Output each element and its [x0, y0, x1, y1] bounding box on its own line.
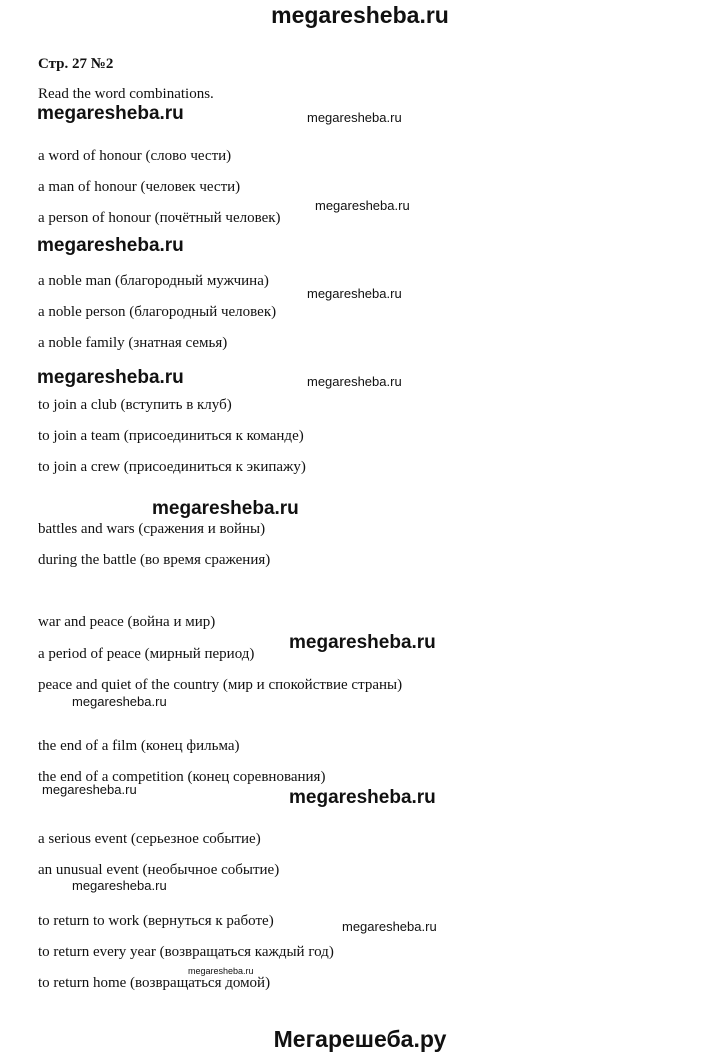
phrase-line: to return to work (вернуться к работе)	[38, 913, 274, 929]
phrase-line: the end of a competition (конец соревнования)	[38, 769, 326, 785]
watermark: megaresheba.ru	[342, 919, 437, 934]
phrase-line: during the battle (во время сражения)	[38, 552, 271, 568]
watermark: megaresheba.ru	[307, 110, 402, 125]
phrase-line: a noble person (благородный человек)	[38, 304, 277, 320]
site-header: megaresheba.ru	[271, 2, 449, 28]
phrase-line: a serious event (серьезное событие)	[38, 831, 261, 847]
instruction: Read the word combinations.	[38, 86, 214, 102]
phrase-line: a man of honour (человек чести)	[38, 179, 241, 195]
phrase-line: to join a crew (присоединиться к экипажу)	[38, 459, 306, 475]
phrase-line: peace and quiet of the country (мир и спокойствие страны)	[38, 677, 403, 693]
watermark: megaresheba.ru	[37, 235, 184, 256]
phrase-line: to return every year (возвращаться каждый год)	[38, 944, 334, 960]
watermark: megaresheba.ru	[152, 498, 299, 519]
phrase-line: a word of honour (слово чести)	[38, 148, 232, 164]
phrase-line: the end of a film (конец фильма)	[38, 738, 240, 754]
phrase-line: a period of peace (мирный период)	[38, 646, 255, 662]
watermark: megaresheba.ru	[42, 782, 137, 797]
watermark: megaresheba.ru	[72, 878, 167, 893]
page-heading: Стр. 27 №2	[38, 56, 114, 72]
phrase-line: war and peace (война и мир)	[38, 614, 216, 630]
watermark: megaresheba.ru	[307, 286, 402, 301]
watermark: megaresheba.ru	[307, 374, 402, 389]
watermark: megaresheba.ru	[289, 787, 436, 808]
watermark: megaresheba.ru	[37, 103, 184, 124]
phrase-line: an unusual event (необычное событие)	[38, 862, 280, 878]
watermark: megaresheba.ru	[289, 632, 436, 653]
phrase-line: a noble family (знатная семья)	[38, 335, 228, 351]
watermark: megaresheba.ru	[72, 694, 167, 709]
site-footer: Мегарешеба.ру	[273, 1026, 447, 1052]
watermark: megaresheba.ru	[188, 966, 254, 976]
phrase-line: a person of honour (почётный человек)	[38, 210, 281, 226]
phrase-line: to join a team (присоединиться к команде)	[38, 428, 304, 444]
watermark: megaresheba.ru	[37, 367, 184, 388]
watermark: megaresheba.ru	[315, 198, 410, 213]
phrase-line: a noble man (благородный мужчина)	[38, 273, 269, 289]
phrase-line: battles and wars (сражения и войны)	[38, 521, 266, 537]
phrase-line: to return home (возвращаться домой)	[38, 975, 271, 991]
phrase-line: to join a club (вступить в клуб)	[38, 397, 232, 413]
